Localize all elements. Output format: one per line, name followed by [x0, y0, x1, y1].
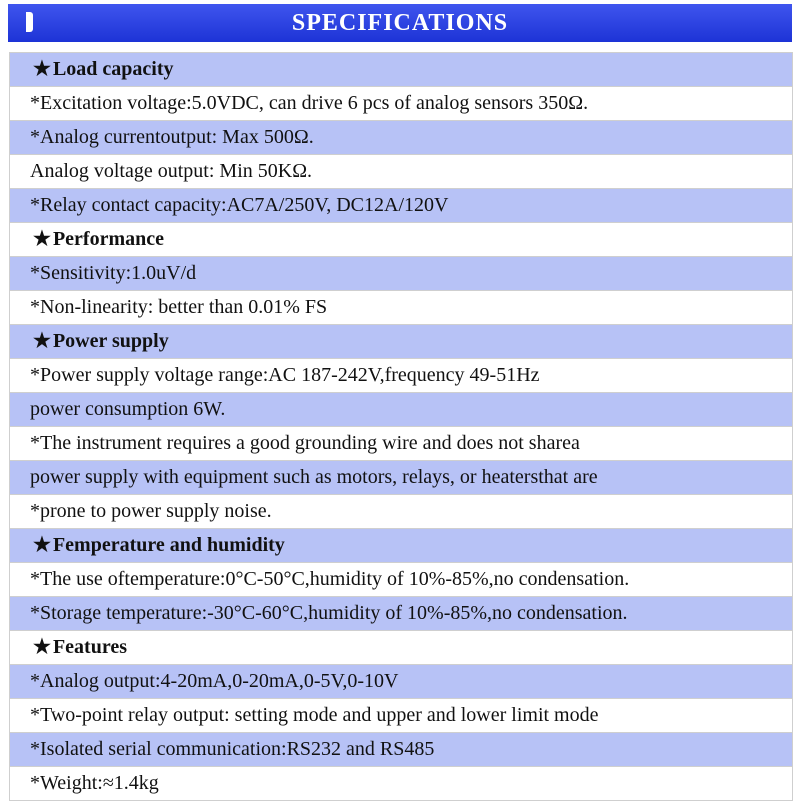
section-heading [10, 223, 792, 257]
spec-item [10, 495, 792, 529]
star-icon: ★ [33, 636, 51, 658]
spec-item-text: *Excitation voltage:5.0VDC, can drive 6 pcs of analog sensors 350Ω. [30, 92, 589, 114]
spec-item-text: Analog voltage output: Min 50KΩ. [30, 160, 313, 182]
spec-item-text: *Relay contact capacity:AC7A/250V, DC12A/120V [30, 194, 449, 216]
spec-item [10, 563, 792, 597]
spec-item [10, 257, 792, 291]
spec-item [10, 699, 792, 733]
spec-item [10, 393, 792, 427]
star-icon: ★ [33, 330, 51, 352]
section-heading [10, 529, 792, 563]
specifications-table [9, 52, 793, 801]
section-heading-label: Performance [52, 228, 164, 250]
spec-item-text: power supply with equipment such as motors, relays, or heatersthat are [30, 466, 598, 488]
section-heading-label: Features [52, 636, 127, 658]
spec-item-text: *Weight:≈1.4kg [30, 772, 159, 794]
spec-item [10, 665, 792, 699]
spec-item [10, 597, 792, 631]
spec-item-text: *The instrument requires a good grounding wire and does not sharea [30, 432, 580, 454]
spec-item [10, 121, 792, 155]
spec-item [10, 291, 792, 325]
spec-item-text: *Analog currentoutput: Max 500Ω. [30, 126, 314, 148]
spec-item [10, 155, 792, 189]
star-icon: ★ [33, 228, 51, 250]
page-title: SPECIFICATIONS [291, 10, 509, 36]
section-heading [10, 631, 792, 665]
spec-item [10, 359, 792, 393]
spec-item-text: *The use oftemperature:0°C-50°C,humidity of 10%-85%,no condensation. [30, 568, 630, 590]
spec-item-text: *Power supply voltage range:AC 187-242V,frequency 49-51Hz [30, 364, 540, 386]
section-heading [10, 325, 792, 359]
spec-item-text: *Analog output:4-20mA,0-20mA,0-5V,0-10V [30, 670, 399, 692]
spec-item-text: *Sensitivity:1.0uV/d [30, 262, 197, 284]
spec-item [10, 767, 792, 801]
spec-item-text: *Two-point relay output: setting mode and upper and lower limit mode [30, 704, 599, 726]
section-heading-label: Load capacity [52, 58, 174, 80]
section-heading-label: Power supply [52, 330, 169, 352]
star-icon: ★ [33, 534, 51, 556]
spec-item [10, 189, 792, 223]
spec-item [10, 427, 792, 461]
spec-item [10, 733, 792, 767]
spec-item-text: *Storage temperature:-30°C-60°C,humidity of 10%-85%,no condensation. [30, 602, 628, 624]
spec-item-text: *prone to power supply noise. [30, 500, 272, 522]
star-icon: ★ [33, 58, 51, 80]
section-heading-label: Femperature and humidity [52, 534, 285, 556]
spec-item-text: *Isolated serial communication:RS232 and RS485 [30, 738, 435, 760]
section-heading [10, 53, 792, 87]
spec-item [10, 87, 792, 121]
specifications-header [8, 4, 792, 42]
spec-item [10, 461, 792, 495]
spec-item-text: power consumption 6W. [30, 398, 226, 420]
spec-item-text: *Non-linearity: better than 0.01% FS [30, 296, 328, 318]
